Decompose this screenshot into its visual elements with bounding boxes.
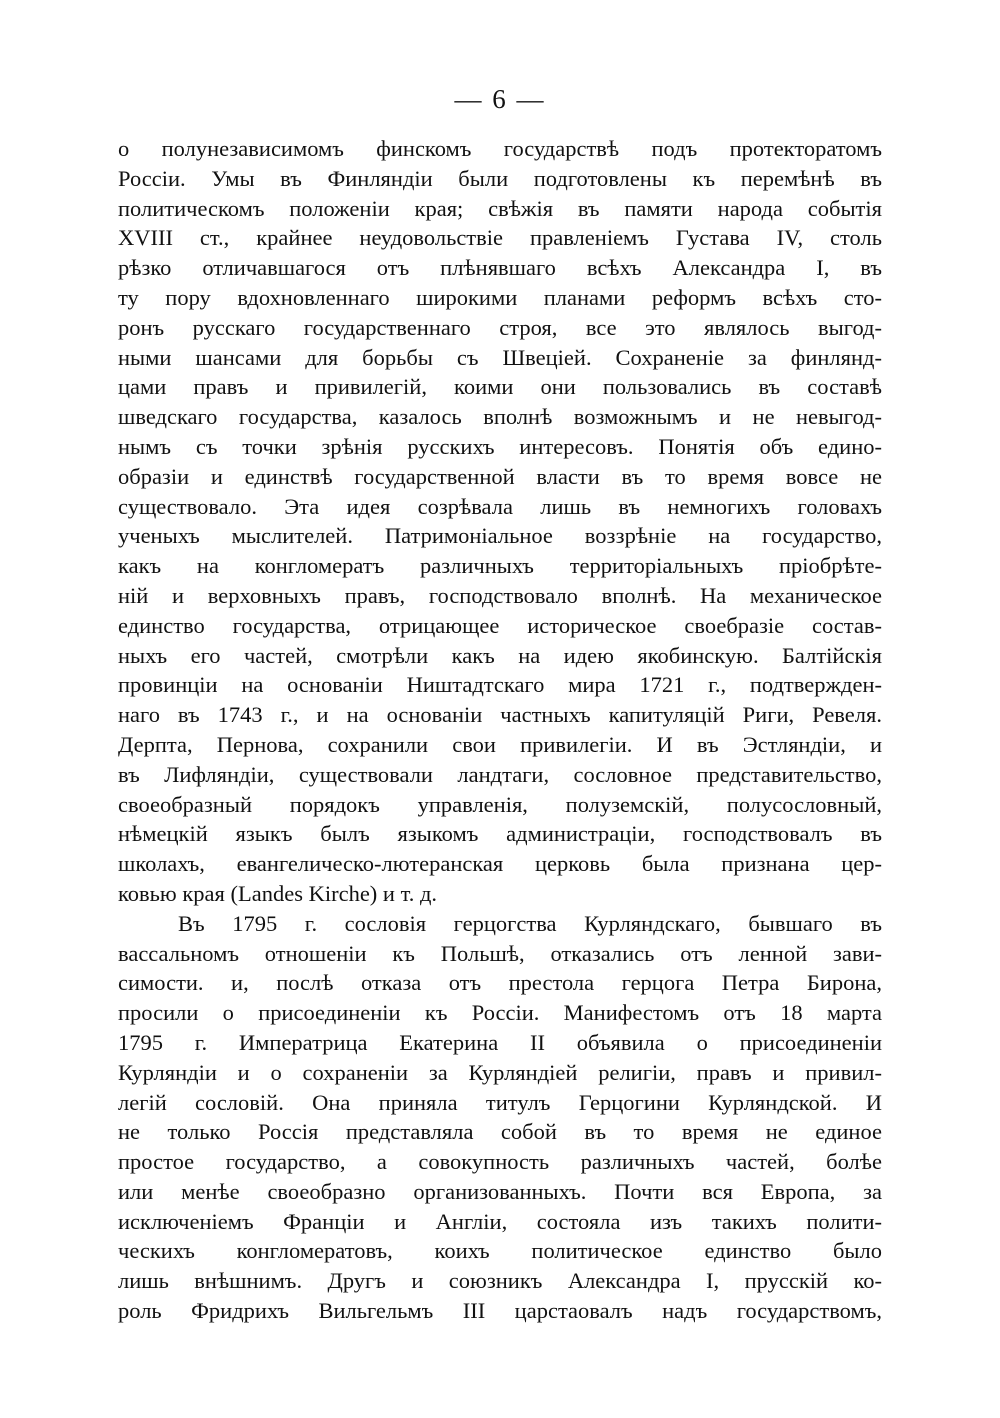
text-line: Въ 1795 г. сословія герцогства Курляндскаго, бывшаго въ bbox=[178, 910, 882, 936]
paragraph bbox=[118, 134, 882, 909]
text-line: ученыхъ мыслителей. Патримоніальное воззрѣніе на государство, bbox=[118, 523, 882, 549]
text-line: нѣмецкій языкъ былъ языкомъ администраціи, господствовалъ въ bbox=[118, 821, 882, 847]
text-line: не только Россія представляла собой въ то время не единое bbox=[118, 1119, 882, 1145]
text-line: ту пору вдохновленнаго широкими планами реформъ всѣхъ сто- bbox=[118, 284, 882, 310]
page-number: — 6 — bbox=[454, 84, 546, 114]
text-line: своеобразный порядокъ управленія, полуземскій, полусословный, bbox=[118, 791, 882, 817]
text-line: ческихъ конгломератовъ, коихъ политическое единство было bbox=[118, 1238, 882, 1264]
text-line: ными шансами для борьбы съ Швеціей. Сохраненіе за финлянд- bbox=[118, 344, 882, 370]
text-line: шведскаго государства, казалось вполнѣ возможнымъ и не невыгод- bbox=[118, 404, 882, 430]
text-line: какъ на конгломератъ различныхъ территоріальныхъ пріобрѣте- bbox=[118, 553, 882, 579]
text-line: единство государства, отрицающее историческое своебразіе состав- bbox=[118, 612, 882, 638]
text-line: ній и верховныхъ правъ, господствовало вполнѣ. На механическое bbox=[118, 582, 882, 608]
text-line: ныхъ его частей, смотрѣли какъ на идею якобинскую. Балтійскія bbox=[118, 642, 882, 668]
text-line: легій сословій. Она приняла титулъ Герцогини Курляндской. И bbox=[118, 1089, 882, 1115]
paragraph bbox=[118, 909, 882, 1326]
text-line: въ Лифляндіи, существовали ландтаги, сословное представительство, bbox=[118, 761, 882, 787]
text-line: Россіи. Умы въ Финляндіи были подготовлены къ перемѣнѣ въ bbox=[118, 165, 882, 191]
text-line: симости. и, послѣ отказа отъ престола герцога Петра Бирона, bbox=[118, 970, 882, 996]
text-line: XVIII ст., крайнее неудовольствіе правленіемъ Густава IV, столь bbox=[118, 225, 882, 251]
text-line: наго въ 1743 г., и на основаніи частныхъ капитуляцій Риги, Ревеля. bbox=[118, 702, 882, 728]
text-line: ронъ русскаго государственнаго строя, все это являлось выгод- bbox=[118, 314, 882, 340]
body-text bbox=[118, 134, 882, 1326]
text-line: провинціи на основаніи Ништадтскаго мира 1721 г., подтвержден- bbox=[118, 672, 882, 698]
text-line: рѣзко отличавшагося отъ плѣнявшаго всѣхъ Александра I, въ bbox=[118, 255, 882, 281]
text-line: просили о присоединеніи къ Россіи. Манифестомъ отъ 18 марта bbox=[118, 1000, 882, 1026]
text-line: образіи и единствѣ государственной власти въ то время вовсе не bbox=[118, 463, 882, 489]
text-line: ковью края (Landes Kirche) и т. д. bbox=[118, 880, 438, 906]
text-line: нымъ съ точки зрѣнія русскихъ интересовъ. Понятія объ едино- bbox=[118, 433, 882, 459]
text-line: роль Фридрихъ Вильгельмъ III царстаовалъ надъ государствомъ, bbox=[118, 1298, 882, 1324]
text-line: лишь внѣшнимъ. Другъ и союзникъ Александра I, прусскій ко- bbox=[118, 1268, 882, 1294]
text-line: Дерпта, Пернова, сохранили свои привилегіи. И въ Эстляндіи, и bbox=[118, 731, 882, 757]
text-line: политическомъ положеніи края; свѣжія въ памяти народа событія bbox=[118, 195, 882, 221]
text-line: 1795 г. Императрица Екатерина II объявила о присоединеніи bbox=[118, 1029, 882, 1055]
text-line: цами правъ и привилегій, коими они пользовались въ составѣ bbox=[118, 374, 882, 400]
text-line: о полунезависимомъ финскомъ государствѣ подъ протекторатомъ bbox=[118, 136, 882, 161]
text-line: Курляндіи и о сохраненіи за Курляндіей религіи, правъ и привил- bbox=[118, 1059, 882, 1085]
text-line: или менѣе своеобразно организованныхъ. Почти вся Европа, за bbox=[118, 1178, 882, 1204]
text-line: простое государство, а совокупность различныхъ частей, болѣе bbox=[118, 1149, 882, 1175]
text-line: исключеніемъ Франціи и Англіи, состояла изъ такихъ полити- bbox=[118, 1208, 882, 1234]
text-line: вассальномъ отношеніи къ Польшѣ, отказались отъ ленной зави- bbox=[118, 940, 882, 966]
text-line: существовало. Эта идея созрѣвала лишь въ немногихъ головахъ bbox=[118, 493, 882, 519]
text-line: школахъ, евангелическо-лютеранская церковь была признана цер- bbox=[118, 851, 882, 877]
